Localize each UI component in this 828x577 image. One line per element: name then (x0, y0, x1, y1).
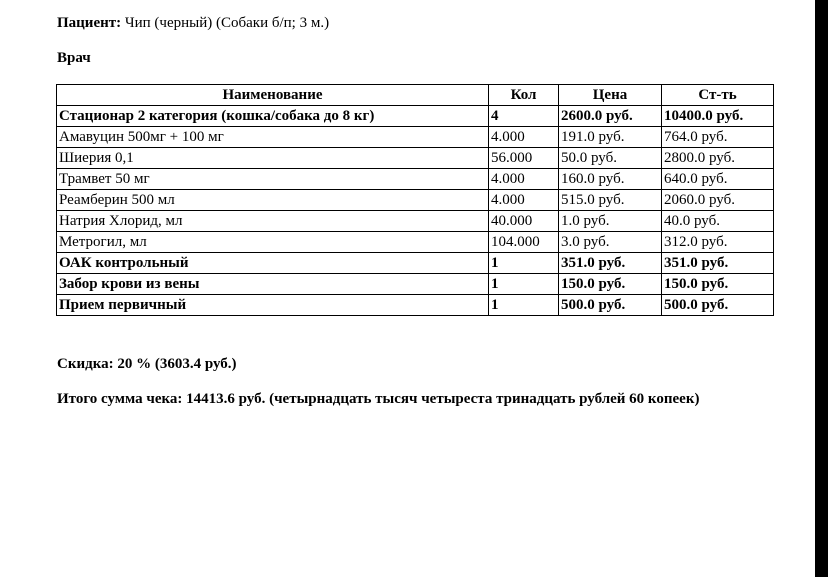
total-line: Итого сумма чека: 14413.6 руб. (четырнадцать тысяч четыреста тринадцать рублей 60 копеек) (57, 391, 700, 407)
row-cost: 40.0 руб. (662, 211, 774, 232)
table-row (57, 127, 774, 148)
row-cost: 150.0 руб. (662, 274, 774, 295)
row-qty: 4.000 (489, 190, 559, 211)
doctor-label: Врач (57, 50, 91, 66)
table-row (57, 106, 774, 127)
row-name: Метрогил, мл (57, 232, 489, 253)
row-qty: 4.000 (489, 169, 559, 190)
table-row (57, 232, 774, 253)
row-name: Прием первичный (57, 295, 489, 316)
row-price: 3.0 руб. (559, 232, 662, 253)
row-cost: 351.0 руб. (662, 253, 774, 274)
table-row (57, 190, 774, 211)
row-qty: 40.000 (489, 211, 559, 232)
row-name: Стационар 2 категория (кошка/собака до 8 кг) (57, 106, 489, 127)
row-name: ОАК контрольный (57, 253, 489, 274)
table-row (57, 253, 774, 274)
row-qty: 1 (489, 295, 559, 316)
row-price: 1.0 руб. (559, 211, 662, 232)
row-qty: 1 (489, 274, 559, 295)
row-cost: 10400.0 руб. (662, 106, 774, 127)
services-table (56, 84, 774, 316)
row-cost: 764.0 руб. (662, 127, 774, 148)
table-row (57, 169, 774, 190)
row-price: 515.0 руб. (559, 190, 662, 211)
table-row (57, 148, 774, 169)
row-name: Шиерия 0,1 (57, 148, 489, 169)
row-cost: 312.0 руб. (662, 232, 774, 253)
row-qty: 104.000 (489, 232, 559, 253)
row-qty: 56.000 (489, 148, 559, 169)
row-price: 191.0 руб. (559, 127, 662, 148)
table-row (57, 295, 774, 316)
discount-line: Скидка: 20 % (3603.4 руб.) (57, 356, 237, 372)
row-qty: 4 (489, 106, 559, 127)
row-name: Натрия Хлорид, мл (57, 211, 489, 232)
patient-line (57, 14, 329, 32)
row-cost: 2060.0 руб. (662, 190, 774, 211)
table-header-row (57, 85, 774, 106)
header-price: Цена (559, 85, 662, 106)
row-qty: 4.000 (489, 127, 559, 148)
row-qty: 1 (489, 253, 559, 274)
row-name: Амавуцин 500мг + 100 мг (57, 127, 489, 148)
row-price: 2600.0 руб. (559, 106, 662, 127)
row-name: Трамвет 50 мг (57, 169, 489, 190)
row-name: Забор крови из вены (57, 274, 489, 295)
row-cost: 2800.0 руб. (662, 148, 774, 169)
row-name: Реамберин 500 мл (57, 190, 489, 211)
row-price: 500.0 руб. (559, 295, 662, 316)
patient-value: Чип (черный) (Собаки б/п; 3 м.) (124, 15, 330, 31)
header-name: Наименование (57, 85, 489, 106)
table-row (57, 274, 774, 295)
row-price: 351.0 руб. (559, 253, 662, 274)
patient-label: Пациент: (57, 15, 122, 31)
header-cost: Ст-ть (662, 85, 774, 106)
row-price: 50.0 руб. (559, 148, 662, 169)
row-cost: 500.0 руб. (662, 295, 774, 316)
row-price: 160.0 руб. (559, 169, 662, 190)
row-price: 150.0 руб. (559, 274, 662, 295)
header-qty: Кол (489, 85, 559, 106)
table-row (57, 211, 774, 232)
row-cost: 640.0 руб. (662, 169, 774, 190)
